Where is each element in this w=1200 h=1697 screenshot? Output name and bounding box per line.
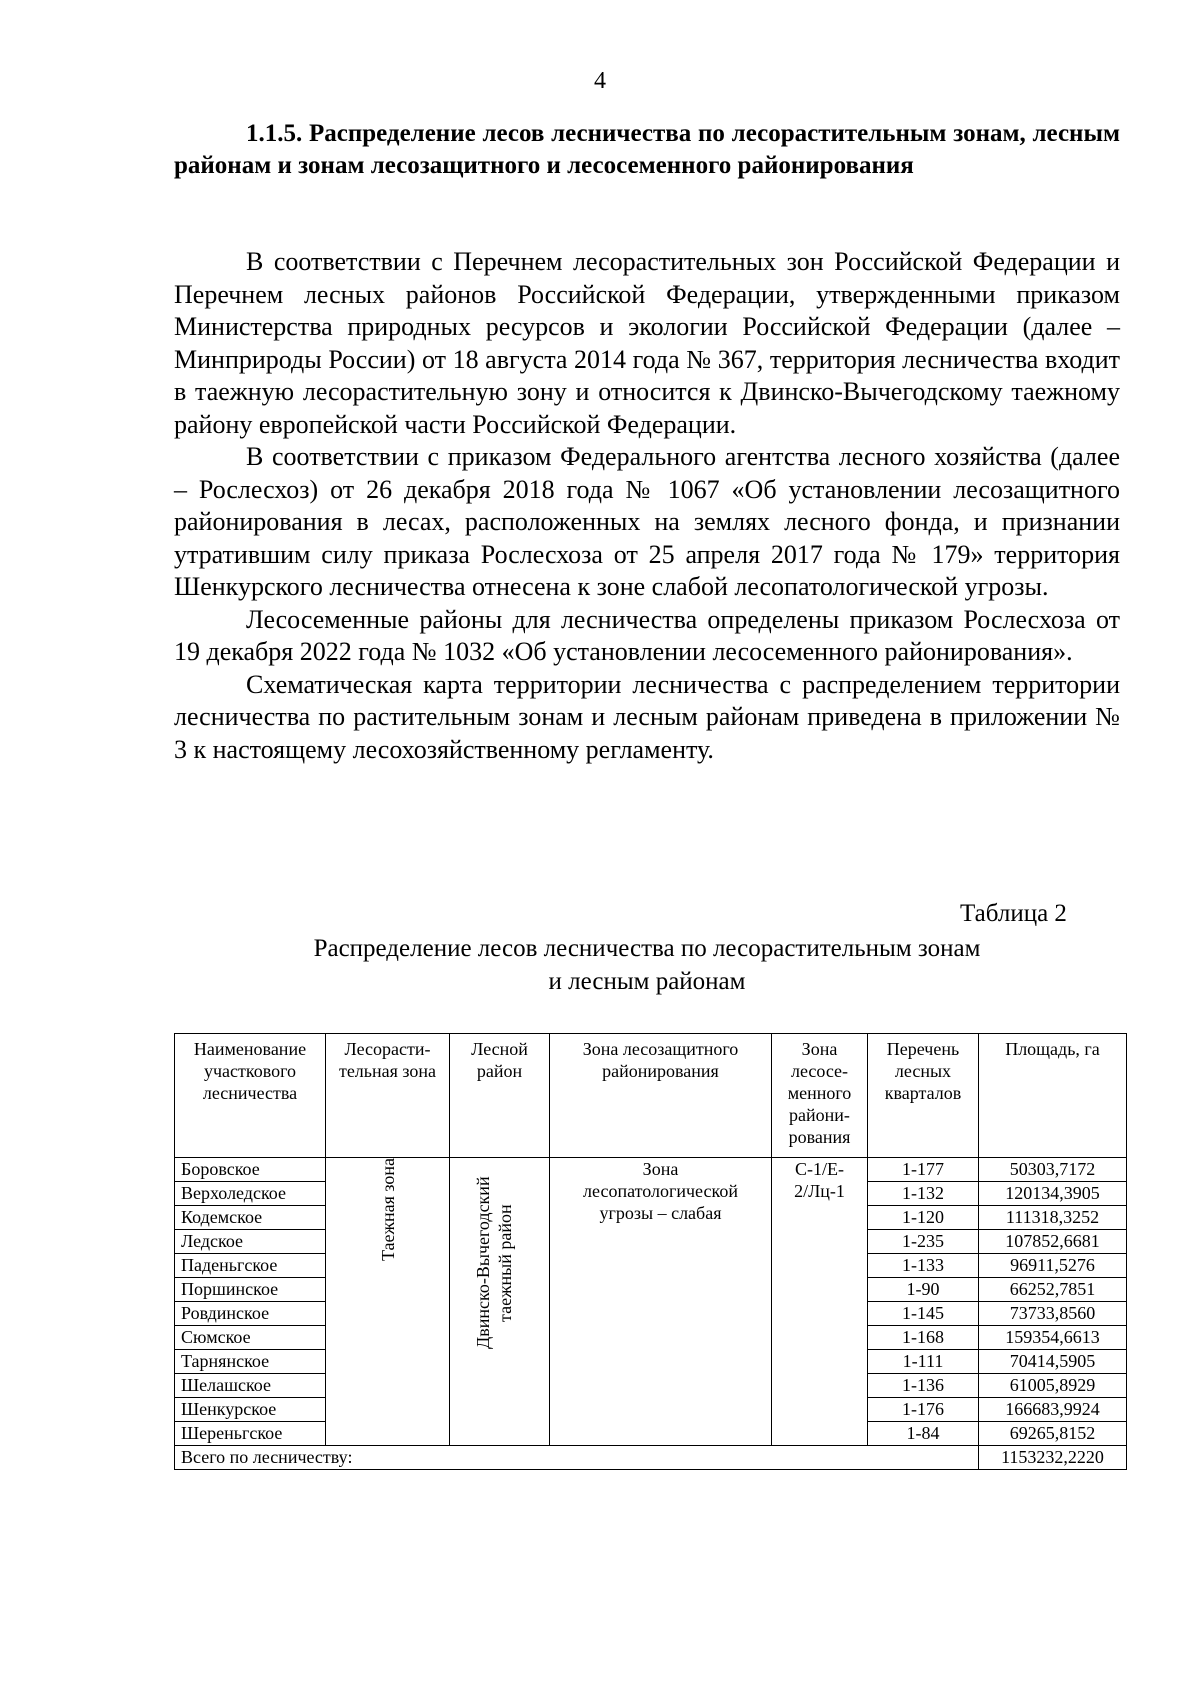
row-name: Шелашское — [175, 1374, 326, 1398]
page-number: 4 — [594, 68, 606, 94]
paragraph: Лесосеменные районы для лесничества определены приказом Рослесхоза от 19 декабря 2022 года № 1032 «Об установлении лесосеменного районирования». — [174, 604, 1120, 666]
row-name: Кодемское — [175, 1206, 326, 1230]
header-name: Наименование участкового лесничества — [175, 1034, 326, 1158]
row-quarters: 1-132 — [868, 1182, 979, 1206]
header-protect-zone: Зона лесозащитного районирования — [550, 1034, 772, 1158]
table-label: Таблица 2 — [960, 900, 1067, 927]
body-text — [174, 246, 1120, 766]
section-heading: 1.1.5. Распределение лесов лесничества по лесорастительным зонам, лесным районам и зонам лесозащитного и лесосеменного районирования — [174, 120, 1120, 179]
row-name: Ледское — [175, 1230, 326, 1254]
total-label: Всего по лесничеству: — [175, 1446, 979, 1470]
protect-zone-text: Зона лесопатологической угрозы – слабая — [583, 1159, 738, 1223]
row-area: 70414,5905 — [979, 1350, 1127, 1374]
table-total-row — [175, 1446, 1127, 1470]
paragraph: Схематическая карта территории лесничества с распределением территории лесничества по растительным зонам и лесным районам приведена в приложении № 3 к настоящему лесохозяйственному регламенту. — [174, 669, 1120, 764]
row-quarters: 1-235 — [868, 1230, 979, 1254]
row-area: 159354,6613 — [979, 1326, 1127, 1350]
row-quarters: 1-136 — [868, 1374, 979, 1398]
row-name: Тарнянское — [175, 1350, 326, 1374]
row-quarters: 1-176 — [868, 1398, 979, 1422]
row-area: 61005,8929 — [979, 1374, 1127, 1398]
row-name: Паденьгское — [175, 1254, 326, 1278]
header-district: Лесной район — [450, 1034, 550, 1158]
row-quarters: 1-84 — [868, 1422, 979, 1446]
row-area: 69265,8152 — [979, 1422, 1127, 1446]
row-quarters: 1-120 — [868, 1206, 979, 1230]
total-area: 1153232,2220 — [979, 1446, 1127, 1470]
seed-zone-text: С-1/Е-2/Лц-1 — [794, 1159, 845, 1201]
protect-zone-cell — [550, 1158, 772, 1446]
header-area: Площадь, га — [979, 1034, 1127, 1158]
header-veg-zone: Лесорасти-тельная зона — [326, 1034, 450, 1158]
row-area: 107852,6681 — [979, 1230, 1127, 1254]
table-caption — [174, 932, 1120, 998]
row-area: 50303,7172 — [979, 1158, 1127, 1182]
row-name: Поршинское — [175, 1278, 326, 1302]
row-quarters: 1-168 — [868, 1326, 979, 1350]
table-row — [175, 1158, 1127, 1182]
row-name: Сюмское — [175, 1326, 326, 1350]
veg-zone-cell — [326, 1158, 450, 1446]
table-caption-line: и лесным районам — [548, 968, 746, 995]
seed-zone-cell — [772, 1158, 868, 1446]
row-name: Боровское — [175, 1158, 326, 1182]
row-quarters: 1-145 — [868, 1302, 979, 1326]
row-area: 96911,5276 — [979, 1254, 1127, 1278]
veg-zone-text: Таежная зона — [377, 1158, 398, 1261]
row-area: 166683,9924 — [979, 1398, 1127, 1422]
forest-distribution-table — [174, 1033, 1127, 1470]
row-area: 66252,7851 — [979, 1278, 1127, 1302]
row-name: Ровдинское — [175, 1302, 326, 1326]
district-cell — [450, 1158, 550, 1446]
row-name: Шереньгское — [175, 1422, 326, 1446]
row-quarters: 1-90 — [868, 1278, 979, 1302]
paragraph: В соответствии с приказом Федерального агентства лесного хозяйства (далее – Рослесхоз) от 26 декабря 2018 года № 1067 «Об установлении лесозащитного районирования в лесах, расположенных на землях лесного фонда, и признании утратившим силу приказа Рослесхоза от 25 апреля 2017 года № 179» территория Шенкурского лесничества отнесена к зоне слабой лесопатологической угрозы. — [174, 442, 1120, 601]
row-name: Верхоледское — [175, 1182, 326, 1206]
district-text: Двинско-Вычегодский таежный район — [472, 1176, 515, 1350]
paragraph: В соответствии с Перечнем лесорастительных зон Российской Федерации и Перечнем лесных районов Российской Федерации, утвержденными приказом Министерства природных ресурсов и экологии Российской Федерации (далее – Минприроды России) от 18 августа 2014 года № 367, территория лесничества входит в таежную лесорастительную зону и относится к Двинско-Вычегодскому таежному району европейской части Российской Федерации. — [174, 247, 1120, 439]
header-seed-zone: Зона лесосе-менного райони-рования — [772, 1034, 868, 1158]
header-quarters: Перечень лесных кварталов — [868, 1034, 979, 1158]
row-area: 120134,3905 — [979, 1182, 1127, 1206]
row-area: 111318,3252 — [979, 1206, 1127, 1230]
table-caption-line: Распределение лесов лесничества по лесорастительным зонам — [313, 935, 981, 962]
table-header-row — [175, 1034, 1127, 1158]
row-quarters: 1-111 — [868, 1350, 979, 1374]
row-quarters: 1-177 — [868, 1158, 979, 1182]
row-area: 73733,8560 — [979, 1302, 1127, 1326]
row-quarters: 1-133 — [868, 1254, 979, 1278]
row-name: Шенкурское — [175, 1398, 326, 1422]
